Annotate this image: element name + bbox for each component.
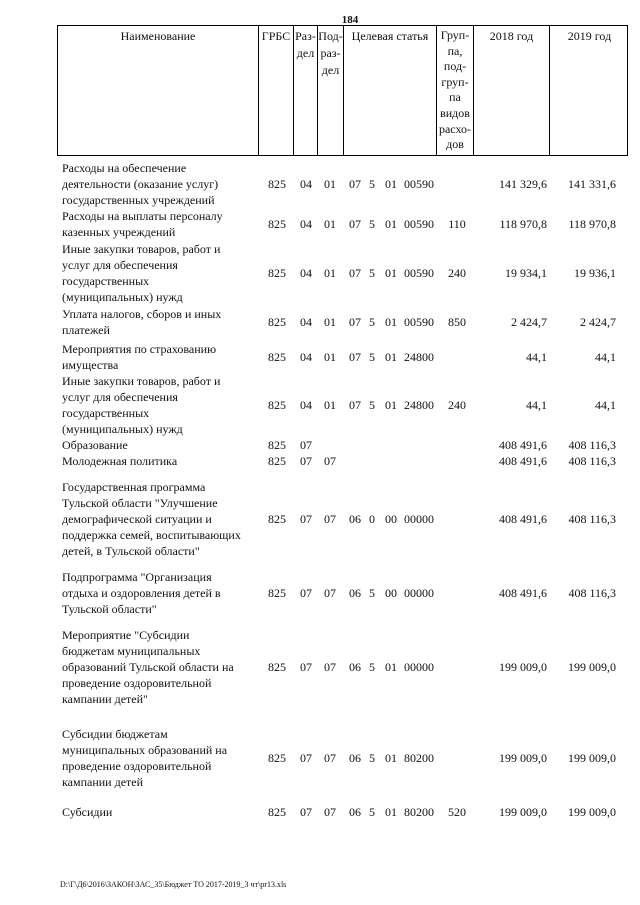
row-name (62, 804, 262, 820)
header-podrazdel-line: дел (321, 63, 340, 77)
row-cs-program: 06 (349, 751, 361, 765)
row-razdel: 04 (300, 217, 312, 231)
row-value-2018: 118 970,8 (499, 217, 547, 231)
row-podrazdel: 07 (324, 454, 336, 468)
row-cs-direction: 24800 (404, 398, 434, 412)
row-value-2019: 2 424,7 (580, 315, 616, 329)
row-cs-subprogram: 5 (369, 660, 375, 674)
row-name-line: Мероприятие "Субсидии (62, 628, 190, 642)
row-cs-program: 07 (349, 266, 361, 280)
row-name-line: деятельности (оказание услуг) (62, 177, 219, 191)
row-cs-event: 01 (385, 217, 397, 231)
row-group: 240 (448, 398, 466, 412)
row-razdel: 04 (300, 398, 312, 412)
row-grbs: 825 (268, 315, 286, 329)
row-name (62, 306, 262, 338)
row-name-line: Подпрограмма "Организация (62, 570, 212, 584)
row-podrazdel: 01 (324, 217, 336, 231)
row-name (62, 453, 262, 469)
row-cs-event: 01 (385, 660, 397, 674)
row-podrazdel: 07 (324, 512, 336, 526)
row-grbs: 825 (268, 266, 286, 280)
row-name-line: Государственная программа (62, 480, 206, 494)
row-cs-event: 01 (385, 805, 397, 819)
row-name-line: Молодежная политика (62, 454, 178, 468)
row-value-2019: 408 116,3 (568, 454, 616, 468)
row-value-2019: 19 936,1 (574, 266, 616, 280)
row-cs-event: 01 (385, 177, 397, 191)
row-value-2019: 408 116,3 (568, 512, 616, 526)
row-name-line: услуг для обеспечения (62, 258, 178, 272)
row-value-2019: 141 331,6 (568, 177, 616, 191)
row-name (62, 341, 262, 373)
row-value-2018: 408 491,6 (499, 454, 547, 468)
row-name-line: детей, в Тульской области" (62, 544, 200, 558)
row-value-2018: 199 009,0 (499, 751, 547, 765)
header-name: Наименование (120, 29, 196, 43)
row-razdel: 04 (300, 350, 312, 364)
header-gruppa-line: под- (443, 59, 467, 74)
row-razdel: 07 (300, 586, 312, 600)
row-value-2019: 44,1 (595, 350, 616, 364)
row-name (62, 208, 262, 240)
row-grbs: 825 (268, 586, 286, 600)
row-podrazdel: 07 (324, 586, 336, 600)
row-value-2018: 199 009,0 (499, 660, 547, 674)
row-podrazdel: 01 (324, 350, 336, 364)
header-podrazdel-line: Под- (318, 29, 343, 43)
row-podrazdel: 01 (324, 398, 336, 412)
row-group: 850 (448, 315, 466, 329)
row-cs-event: 01 (385, 315, 397, 329)
row-name-line: Тульской области" (62, 602, 157, 616)
row-name-line: Расходы на обеспечение (62, 161, 187, 175)
row-name (62, 241, 262, 305)
row-cs-program: 06 (349, 805, 361, 819)
row-podrazdel: 01 (324, 315, 336, 329)
row-value-2018: 19 934,1 (505, 266, 547, 280)
row-grbs: 825 (268, 751, 286, 765)
row-cs-subprogram: 5 (369, 398, 375, 412)
row-name (62, 726, 262, 790)
header-2018: 2018 год (473, 26, 549, 155)
row-cs-program: 07 (349, 217, 361, 231)
row-value-2018: 141 329,6 (499, 177, 547, 191)
row-name (62, 160, 262, 208)
row-grbs: 825 (268, 512, 286, 526)
row-cs-event: 01 (385, 266, 397, 280)
row-name-line: государственных учреждений (62, 193, 215, 207)
row-value-2018: 408 491,6 (499, 438, 547, 452)
table-header (57, 25, 628, 156)
row-name-line: муниципальных образований на (62, 743, 228, 757)
row-razdel: 07 (300, 454, 312, 468)
row-razdel: 04 (300, 315, 312, 329)
row-cs-direction: 00590 (404, 315, 434, 329)
row-cs-event: 01 (385, 350, 397, 364)
row-cs-program: 06 (349, 660, 361, 674)
row-razdel: 07 (300, 805, 312, 819)
row-name-line: проведение оздоровительной (62, 676, 212, 690)
row-name-line: образований Тульской области на (62, 660, 234, 674)
row-cs-direction: 00590 (404, 266, 434, 280)
row-name-line: Субсидии бюджетам (62, 727, 168, 741)
row-cs-program: 06 (349, 586, 361, 600)
row-name (62, 373, 262, 437)
row-cs-event: 00 (385, 586, 397, 600)
header-2019: 2019 год (549, 26, 629, 155)
row-name (62, 479, 262, 559)
row-group: 110 (448, 217, 466, 231)
row-cs-subprogram: 5 (369, 586, 375, 600)
header-celevaya: Целевая статья (343, 26, 436, 155)
row-name (62, 627, 262, 707)
row-razdel: 07 (300, 512, 312, 526)
row-name (62, 569, 262, 617)
row-value-2019: 118 970,8 (568, 217, 616, 231)
row-name-line: казенных учреждений (62, 225, 176, 239)
header-podrazdel (317, 26, 343, 155)
row-name-line: Образование (62, 438, 128, 452)
row-grbs: 825 (268, 217, 286, 231)
row-name-line: кампании детей" (62, 692, 148, 706)
page-number: 184 (341, 14, 359, 26)
row-cs-program: 06 (349, 512, 361, 526)
row-cs-event: 00 (385, 512, 397, 526)
row-cs-subprogram: 5 (369, 315, 375, 329)
header-gruppa-line: расхо- (438, 121, 472, 136)
row-cs-program: 07 (349, 177, 361, 191)
row-cs-subprogram: 5 (369, 266, 375, 280)
row-name-line: отдыха и оздоровления детей в (62, 586, 221, 600)
row-value-2018: 44,1 (526, 398, 547, 412)
header-gruppa-line: Груп- (440, 28, 470, 42)
row-value-2019: 199 009,0 (568, 805, 616, 819)
header-gruppa-line: па, (447, 43, 463, 58)
row-name-line: кампании детей (62, 775, 144, 789)
row-name-line: Уплата налогов, сборов и иных (62, 307, 222, 321)
row-cs-subprogram: 5 (369, 350, 375, 364)
row-name-line: государственных (62, 274, 150, 288)
row-razdel: 07 (300, 751, 312, 765)
row-cs-direction: 00590 (404, 217, 434, 231)
row-cs-event: 01 (385, 751, 397, 765)
row-name-line: демографической ситуации и (62, 512, 212, 526)
row-name-line: Тульской области "Улучшение (62, 496, 218, 510)
row-cs-direction: 80200 (404, 751, 434, 765)
file-path-footer: D:\Г\Д6\2016\ЗАКОН\ЗАС_35\Бюджет ТО 2017-2019_3 чт\pr13.xls (60, 880, 287, 889)
row-podrazdel: 01 (324, 177, 336, 191)
row-razdel: 04 (300, 266, 312, 280)
row-podrazdel: 07 (324, 660, 336, 674)
row-grbs: 825 (268, 177, 286, 191)
row-razdel: 07 (300, 660, 312, 674)
row-group: 520 (448, 805, 466, 819)
row-value-2019: 408 116,3 (568, 586, 616, 600)
row-cs-subprogram: 5 (369, 177, 375, 191)
row-grbs: 825 (268, 398, 286, 412)
row-podrazdel: 01 (324, 266, 336, 280)
row-name-line: Иные закупки товаров, работ и (62, 242, 221, 256)
row-grbs: 825 (268, 805, 286, 819)
header-gruppa (436, 26, 473, 155)
header-gruppa-line: дов (446, 137, 464, 152)
row-name-line: бюджетам муниципальных (62, 644, 201, 658)
row-cs-program: 07 (349, 315, 361, 329)
header-gruppa-line: груп- (441, 74, 469, 89)
row-cs-direction: 00000 (404, 660, 434, 674)
row-value-2019: 44,1 (595, 398, 616, 412)
row-name-line: услуг для обеспечения (62, 390, 178, 404)
row-name-line: Мероприятия по страхованию (62, 342, 217, 356)
row-cs-subprogram: 5 (369, 217, 375, 231)
row-grbs: 825 (268, 454, 286, 468)
row-value-2018: 44,1 (526, 350, 547, 364)
row-cs-subprogram: 0 (369, 512, 375, 526)
row-podrazdel: 07 (324, 751, 336, 765)
row-name-line: проведение оздоровительной (62, 759, 212, 773)
row-name-line: Субсидии (62, 805, 113, 819)
header-gruppa-line: видов (440, 105, 470, 120)
row-name-line: государственных (62, 406, 150, 420)
row-value-2019: 408 116,3 (568, 438, 616, 452)
header-gruppa-line: па (449, 90, 461, 105)
row-name-line: Расходы на выплаты персоналу (62, 209, 223, 223)
row-cs-direction: 80200 (404, 805, 434, 819)
row-group: 240 (448, 266, 466, 280)
header-grbs: ГРБС (258, 26, 293, 155)
row-cs-subprogram: 5 (369, 751, 375, 765)
header-razdel (293, 26, 317, 155)
row-value-2018: 408 491,6 (499, 512, 547, 526)
row-grbs: 825 (268, 438, 286, 452)
row-cs-subprogram: 5 (369, 805, 375, 819)
row-name-line: (муниципальных) нужд (62, 422, 183, 436)
row-cs-event: 01 (385, 398, 397, 412)
header-razdel-line: Раз- (295, 29, 316, 43)
row-cs-direction: 24800 (404, 350, 434, 364)
row-cs-direction: 00000 (404, 512, 434, 526)
row-name-line: имущества (62, 358, 119, 372)
row-cs-direction: 00000 (404, 586, 434, 600)
row-name (62, 437, 262, 453)
row-value-2018: 199 009,0 (499, 805, 547, 819)
row-value-2019: 199 009,0 (568, 660, 616, 674)
row-razdel: 04 (300, 177, 312, 191)
header-podrazdel-line: раз- (320, 46, 341, 60)
row-value-2018: 2 424,7 (511, 315, 547, 329)
row-cs-direction: 00590 (404, 177, 434, 191)
row-value-2019: 199 009,0 (568, 751, 616, 765)
row-cs-program: 07 (349, 350, 361, 364)
row-podrazdel: 07 (324, 805, 336, 819)
row-name-line: поддержка семей, воспитывающих (62, 528, 241, 542)
row-name-line: Иные закупки товаров, работ и (62, 374, 221, 388)
row-name-line: платежей (62, 323, 110, 337)
row-grbs: 825 (268, 660, 286, 674)
row-razdel: 07 (300, 438, 312, 452)
row-name-line: (муниципальных) нужд (62, 290, 183, 304)
header-razdel-line: дел (296, 46, 315, 60)
row-cs-program: 07 (349, 398, 361, 412)
row-grbs: 825 (268, 350, 286, 364)
row-value-2018: 408 491,6 (499, 586, 547, 600)
